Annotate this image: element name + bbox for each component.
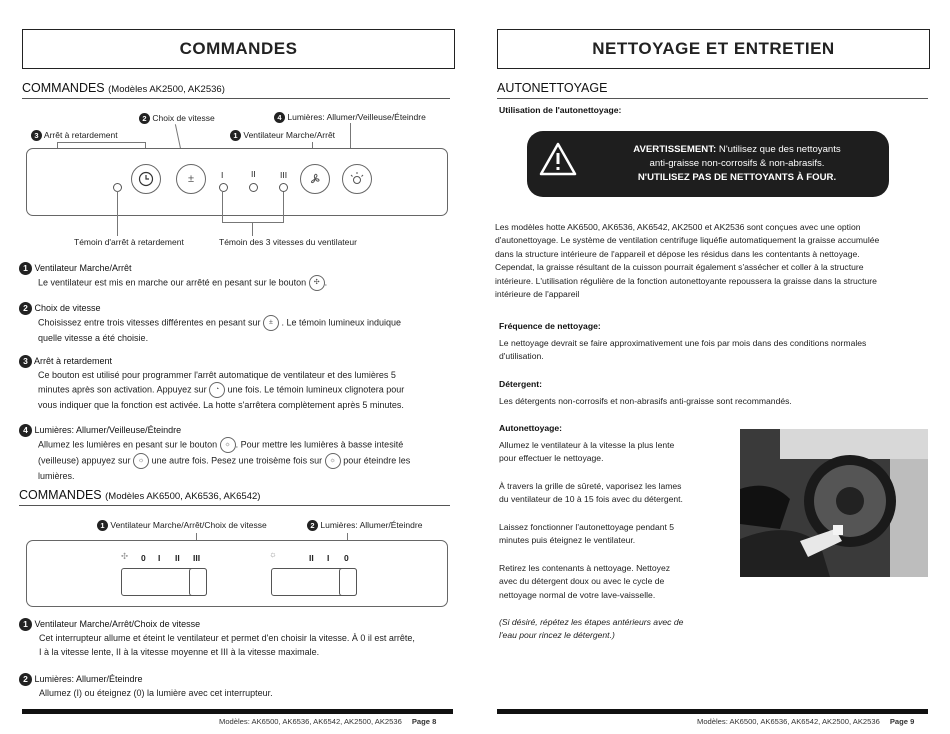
item-body: vous indiquer que la fonction est activée. La hotte s'arrêtera complètement après 5 minutes. [38, 400, 404, 410]
speed-led-2 [249, 183, 258, 192]
light-slider-knob[interactable] [339, 568, 357, 596]
label-lights-text: Lumières: Allumer/Veilleuse/Éteindre [287, 112, 426, 122]
warning-label: AVERTISSEMENT: [633, 144, 717, 155]
left-title-text: COMMANDES [179, 39, 298, 58]
light-mark-0: 0 [344, 553, 349, 563]
bulb-icon: ☼ [325, 453, 341, 469]
item-body: . Le témoin lumineux induique [281, 317, 402, 328]
item-title: Ventilateur Marche/Arrêt [34, 263, 132, 273]
item-body: (veilleuse) appuyez sur [38, 455, 131, 466]
step-line: pour effectuer le nettoyage. [499, 453, 604, 464]
item-title: Lumières: Allumer/Veilleuse/Éteindre [34, 425, 182, 435]
item-body: Choisissez entre trois vitesses différentes en pesant sur [38, 317, 261, 328]
bulb-icon: ☼ [133, 453, 149, 469]
step-3 [499, 521, 729, 548]
frequency-heading: Fréquence de nettoyage: [499, 321, 601, 331]
label-lights [274, 112, 426, 123]
step-line: Laissez fonctionner l'autonettoyage pendant 5 [499, 522, 675, 532]
item-body: Le ventilateur est mis en marche our arrêté en pesant sur le bouton [38, 277, 307, 288]
footer-bar [22, 709, 453, 714]
callout-line [117, 191, 118, 236]
fan-mark-1: I [158, 553, 161, 563]
divider [22, 98, 450, 99]
fan-button[interactable] [300, 164, 330, 194]
callout-number: 1 [230, 130, 241, 141]
label-delay-text: Arrêt à retardement [43, 130, 118, 140]
fan-spray-photo-illustration [740, 429, 928, 577]
light-button[interactable] [342, 164, 372, 194]
callout-number: 1 [97, 520, 108, 531]
section-heading-commandes-2 [19, 488, 260, 502]
intro-line: intérieure. L'utilisation régulière de la fonction autonettoyante repoussera la graisse dans la structure [495, 275, 877, 286]
label-fan [230, 130, 335, 141]
label-speed-indicators: Témoin des 3 vitesses du ventilateur [219, 237, 357, 247]
item-fan-speed [19, 618, 449, 659]
light-mark-1: I [327, 553, 330, 563]
section1-heading-text: COMMANDES [22, 81, 105, 95]
step-1 [499, 439, 729, 466]
callout-line [222, 192, 223, 222]
intro-line: Les modèles hotte AK6500, AK6536, AK6542, AK2500 et AK2536 sont conçues avec une option [495, 222, 861, 232]
fan-slider-knob[interactable] [189, 568, 207, 596]
usage-heading: Utilisation de l'autonettoyage: [499, 105, 622, 115]
step-line: du ventilateur de 10 à 15 fois avec du détergent. [499, 494, 683, 505]
warning-box [527, 131, 889, 197]
callout-line [57, 142, 145, 143]
right-title-text: NETTOYAGE ET ENTRETIEN [592, 39, 835, 58]
item-lights-2 [19, 673, 449, 700]
autoclean-heading: Autonettoyage: [499, 423, 563, 433]
callout-number: 2 [139, 113, 150, 124]
item-body: Ce bouton est utilisé pour programmer l'arrêt automatique de ventilateur et des lumières 5 [38, 370, 396, 380]
step-4 [499, 562, 729, 602]
item-title: Arrêt à retardement [34, 356, 113, 366]
item-body: une autre fois. Pesez une troisème fois sur [151, 455, 323, 466]
footer-bar [497, 709, 928, 714]
label-fan-speed [97, 520, 267, 531]
clock-icon: ◔ [209, 382, 225, 398]
section-heading-commandes-1 [22, 81, 225, 95]
speed-led-3 [279, 183, 288, 192]
item-number: 3 [19, 355, 32, 368]
step-2 [499, 480, 729, 507]
label-fan-speed-text: Ventilateur Marche/Arrêt/Choix de vitesse [110, 520, 267, 530]
fan-icon [307, 171, 323, 187]
fan-mark-2: II [175, 553, 180, 563]
speed-mark-3: III [280, 170, 288, 180]
callout-line [283, 192, 284, 222]
item-title: Lumières: Allumer/Éteindre [34, 674, 143, 684]
item-body: pour éteindre les [343, 455, 411, 466]
item-number: 4 [19, 424, 32, 437]
label-delay-indicator: Témoin d'arrêt à retardement [74, 237, 184, 247]
speed-mark-1: I [221, 170, 224, 180]
item-body: I à la vitesse lente, II à la vitesse moyenne et III à la vitesse maximale. [39, 647, 320, 657]
control-panel-ak2500 [26, 148, 448, 216]
light-mark-2: II [309, 553, 314, 563]
item-body: quelle vitesse a été choisie. [38, 333, 149, 343]
intro-paragraph [495, 221, 935, 301]
fan-icon: ✣ [309, 275, 325, 291]
warning-line: anti-graisse non-corrosifs & non-abrasifs. [649, 158, 825, 169]
item-body: Cet interrupteur allume et éteint le ventilateur et permet d'en choisir la vitesse. À 0 il est arrête, [39, 633, 415, 643]
step-line: avec du détergent doux ou avec le cycle de [499, 576, 665, 587]
item-body: . [324, 277, 328, 288]
warning-line: N'utilisez que des nettoyants [718, 144, 841, 155]
step-line: Allumez le ventilateur à la vitesse la plus lente [499, 440, 675, 450]
light-slide-switch[interactable] [271, 568, 357, 596]
intro-line: Cependat, la graisse résultant de la cuisson pourrait également s'assécher et coller à la structure [495, 262, 864, 273]
bulb-icon [349, 171, 365, 187]
callout-line [222, 222, 284, 223]
callout-number: 2 [307, 520, 318, 531]
delay-button[interactable] [131, 164, 161, 194]
label-speed [139, 113, 215, 124]
page-number: Page 8 [411, 717, 437, 726]
item-delay [19, 355, 449, 412]
plus-minus-icon: ± [263, 315, 279, 331]
detergent-body: Les détergents non-corrosifs et non-abrasifs anti-graisse sont recommandés. [499, 396, 792, 406]
label-fan-text: Ventilateur Marche/Arrêt [243, 130, 336, 140]
warning-triangle-icon [538, 141, 578, 177]
item-speed [19, 302, 449, 345]
callout-number: 3 [31, 130, 42, 141]
fan-slide-switch[interactable] [121, 568, 207, 596]
item-body: lumières. [38, 471, 75, 481]
label-lights-2 [307, 520, 422, 531]
note-line: (Si désiré, répétez les étapes antérieurs avec de [499, 617, 684, 627]
item-lights [19, 424, 449, 483]
item-number: 1 [19, 262, 32, 275]
item-number: 2 [19, 673, 32, 686]
clock-icon [138, 171, 154, 187]
bulb-icon: ☼ [269, 549, 277, 559]
item-number: 2 [19, 302, 32, 315]
left-page-title [22, 29, 455, 69]
item-number: 1 [19, 618, 32, 631]
frequency-line: d'utilisation. [499, 351, 544, 362]
frequency-line: Le nettoyage devrait se faire approximativement une fois par mois dans des conditions normales [499, 338, 867, 348]
control-panel-ak6500 [26, 540, 448, 607]
speed-mark-2: II [251, 169, 256, 179]
callout-number: 4 [274, 112, 285, 123]
intro-line: d'autonettoyage. Le système de ventilation centrifuge liquéfie automatiquement la graisse accumulée [495, 235, 880, 246]
intro-line: dans la structure intérieure de l'appareil et dépose les résidus dans les contentants à nettoyage. [495, 248, 860, 259]
fan-icon: ✣ [121, 551, 129, 561]
fan-mark-0: 0 [141, 553, 146, 563]
item-body: minutes après son activation. Appuyez sur [38, 384, 207, 395]
footer-models: Modèles: AK6500, AK6536, AK6542, AK2500, AK2536 [219, 717, 402, 726]
speed-led-1 [219, 183, 228, 192]
page-number: Page 9 [889, 717, 915, 726]
section-heading-autonettoyage: AUTONETTOYAGE [497, 81, 608, 95]
section2-models: (Modèles AK6500, AK6536, AK6542) [105, 491, 261, 502]
item-fan [19, 262, 449, 291]
section1-models: (Modèles AK2500, AK2536) [108, 84, 225, 95]
warning-text [597, 143, 877, 185]
step-line: Retirez les contenants à nettoyage. Nettoyez [499, 563, 671, 573]
item-body: . Pour mettre les lumières à basse intesité [235, 439, 404, 450]
divider [19, 505, 450, 506]
frequency-body [499, 337, 929, 364]
label-speed-text: Choix de vitesse [152, 113, 215, 123]
divider [497, 98, 928, 99]
fan-mark-3: III [193, 553, 201, 563]
right-page-title [497, 29, 930, 69]
label-lights-2-text: Lumières: Allumer/Éteindre [320, 520, 423, 530]
item-title: Choix de vitesse [34, 303, 101, 313]
item-body: Allumez les lumières en pesant sur le bouton [38, 439, 218, 450]
intro-line: intérieure de l'appareil [495, 289, 580, 300]
callout-line [252, 222, 253, 236]
warning-line: N'UTILISEZ PAS DE NETTOYANTS À FOUR. [637, 172, 837, 183]
speed-button[interactable] [176, 164, 206, 194]
item-title: Ventilateur Marche/Arrêt/Choix de vitesse [34, 619, 201, 629]
item-body: une fois. Le témoin lumineux clignotera pour [227, 384, 405, 395]
step-line: nettoyage normal de votre lave-vaisselle. [499, 589, 656, 600]
right-footer [697, 717, 914, 726]
plus-minus-icon: ± [187, 173, 195, 185]
detergent-heading: Détergent: [499, 379, 542, 389]
step-line: À travers la grille de sûreté, vaporisez les lames [499, 481, 682, 491]
left-footer [219, 717, 436, 726]
label-delay [31, 130, 118, 141]
footer-models: Modèles: AK6500, AK6536, AK6542, AK2500, AK2536 [697, 717, 880, 726]
note-line: l'eau pour rincez le détergent.) [499, 630, 615, 641]
rinse-note [499, 616, 729, 643]
item-body: Allumez (I) ou éteignez (0) la lumière avec cet interrupteur. [39, 688, 273, 698]
bulb-icon: ☼ [220, 437, 236, 453]
cleaning-photo [740, 429, 928, 577]
step-line: minutes puis éteignez le ventilateur. [499, 535, 636, 546]
section2-heading-text: COMMANDES [19, 488, 102, 502]
